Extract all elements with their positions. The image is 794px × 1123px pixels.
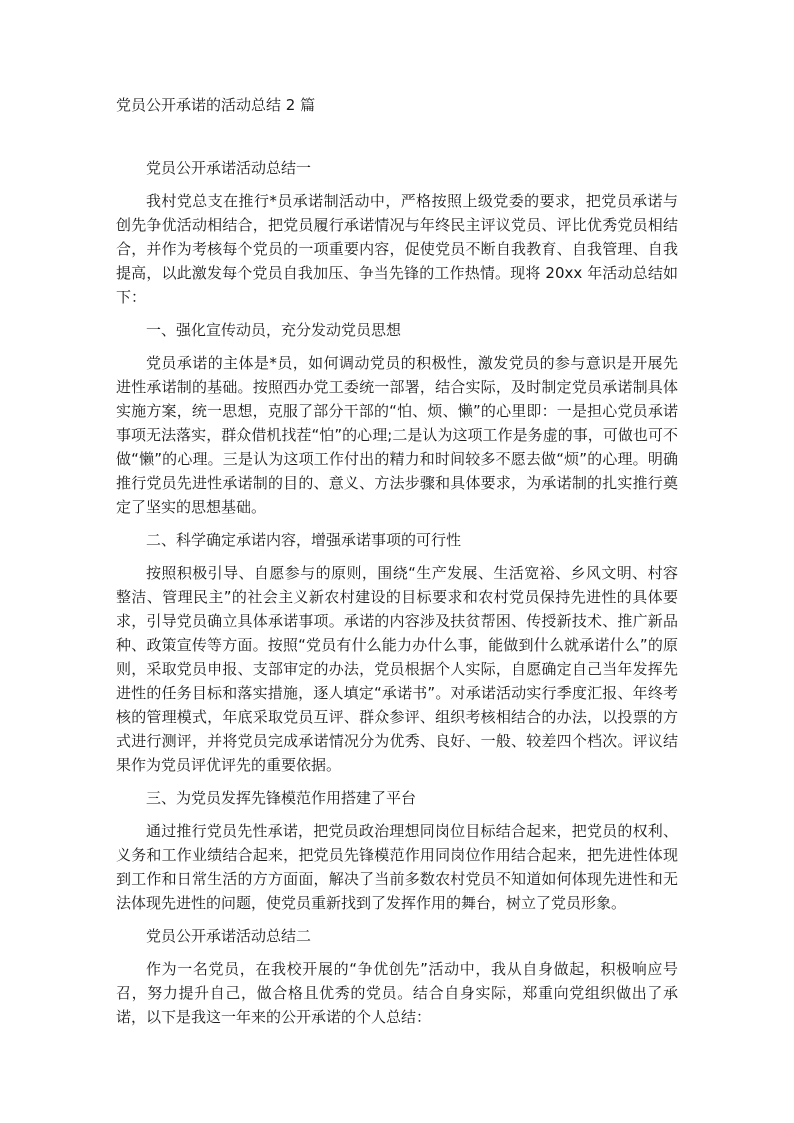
document-title: 党员公开承诺的活动总结 2 篇: [116, 96, 316, 114]
heading-3-paragraph: 通过推行党员先性承诺，把党员政治理想同岗位目标结合起来，把党员的权利、义务和工作业绩结合起来，把党员先锋模范作用同岗位作用结合起来，把先进性体现到工作和日常生活的方方面面，解决了当前多数农村党员不知道如何体现先进性和无法体现先进性的问题，使党员重新找到了发挥作用的舞台，树立了党员形象。: [116, 822, 678, 912]
section-title-2: 党员公开承诺活动总结二: [146, 927, 312, 945]
heading-3: 三、为党员发挥先锋模范作用搭建了平台: [146, 789, 417, 807]
heading-2-paragraph: 按照积极引导、自愿参与的原则，围绕“生产发展、生活宽裕、乡风文明、村容整洁、管理民主”的社会主义新农村建设的目标要求和农村党员保持先进性的具体要求，引导党员确立具体承诺事项。承诺的内容涉及扶贫帮困、传授新技术、推广新品种、政策宣传等方面。按照“党员有什么能力办什么事，能做到什么就承诺什么”的原则，采取党员申报、支部审定的办法，党员根据个人实际，自愿确定自己当年发挥先进性的任务目标和落实措施，逐人填定“承诺书”。对承诺活动实行季度汇报、年终考核的管理模式，年底采取党员互评、群众参评、组织考核相结合的办法，以投票的方式进行测评，并将党员完成承诺情况分为优秀、良好、一般、较差四个档次。评议结果作为党员评优评先的重要依据。: [116, 564, 678, 774]
heading-2: 二、科学确定承诺内容，增强承诺事项的可行性: [146, 531, 462, 549]
document-body: [116, 156, 678, 1038]
section-2-intro-paragraph: 作为一名党员，在我校开展的“争优创先”活动中，我从自身做起，积极响应号召，努力提升自己，做合格且优秀的党员。结合自身实际，郑重向党组织做出了承诺，以下是我这一年来的公开承诺的个人总结：: [116, 960, 678, 1026]
section-title-1: 党员公开承诺活动总结一: [146, 159, 312, 177]
heading-1-paragraph: 党员承诺的主体是*员，如何调动党员的积极性，激发党员的参与意识是开展先进性承诺制的基础。按照西办党工委统一部署，结合实际，及时制定党员承诺制具体实施方案，统一思想，克服了部分干部的“怕、烦、懒”的心里即：一是担心党员承诺事项无法落实，群众借机找茬“怕”的心理;二是认为这项工作是务虚的事，可做也可不做“懒”的心理。三是认为这项工作付出的精力和时间较多不愿去做“烦”的心理。明确推行党员先进性承诺制的目的、意义、方法步骤和具体要求，为承诺制的扎实推行奠定了坚实的思想基础。: [116, 354, 678, 516]
heading-1: 一、强化宣传动员，充分发动党员思想: [146, 321, 402, 339]
section-1-intro-paragraph: 我村党总支在推行*员承诺制活动中，严格按照上级党委的要求，把党员承诺与创先争优活动相结合，把党员履行承诺情况与年终民主评议党员、评比优秀党员相结合，并作为考核每个党员的一项重要内容，促使党员不断自我教育、自我管理、自我提高，以此激发每个党员自我加压、争当先锋的工作热情。现将 20xx 年活动总结如下：: [116, 192, 678, 306]
